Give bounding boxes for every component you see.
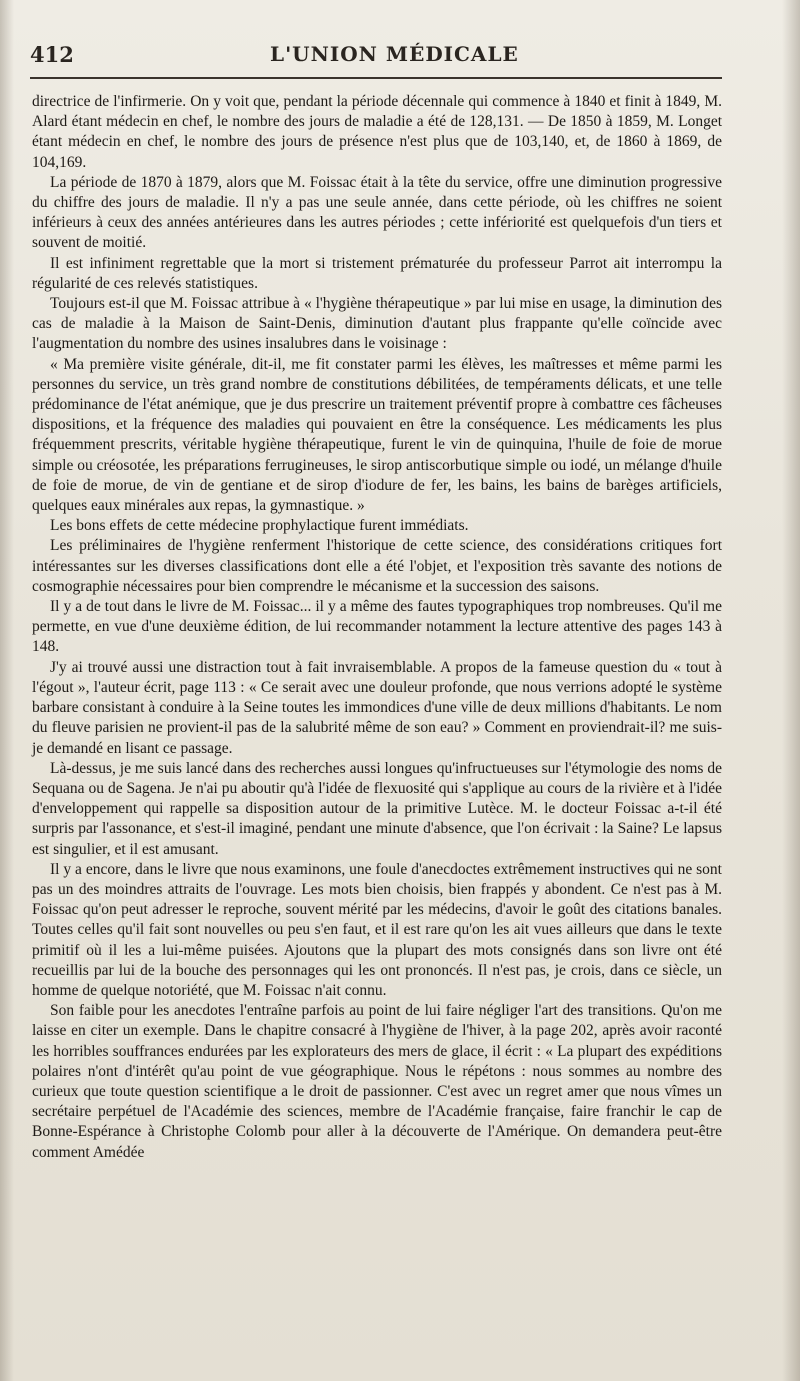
paragraph: Son faible pour les anecdotes l'entraîne parfois au point de lui faire négliger l'art des transitions. Qu'on me laisse en citer un exemple. Dans le chapitre consacré à l'hygiène de l'hiver, à la page 202, après avoir raconté les horribles souffrances endurées par les explorateurs des mers de glace, il écrit : « La plupart des expéditions polaires n'ont d'intérêt qu'au point de vue géographique. Nous le répétons : nous sommes au nombre des curieux que toute question scientifique a le droit de passionner. C'est avec un regret amer que nous vîmes un secrétaire perpétuel de l'Académie des sciences, membre de l'Académie française, faire franchir le cap de Bonne-Espérance à Christophe Colomb pour aller à la découverte de l'Amérique. On demandera peut-être comment Amédée <box>32 1002 722 1161</box>
paragraph: La période de 1870 à 1879, alors que M. Foissac était à la tête du service, offre une diminution progressive du chiffre des jours de maladie. Il n'y a pas une seule année, dans cette période, où les chiffres ne soient inférieurs à ceux des années antérieures dans les autres périodes ; cette infériorité est quelquefois d'un tiers et souvent de moitié. <box>32 173 722 252</box>
paragraph: Les préliminaires de l'hygiène renferment l'historique de cette science, des considérations critiques fort intéressantes sur les diverses classifications dont elle a été l'objet, et l'exposition très savante des notions de cosmographie nécessaires pour bien comprendre le mécanisme et la succession des saisons. <box>32 537 722 595</box>
paragraph: Là-dessus, je me suis lancé dans des recherches aussi longues qu'infructueuses sur l'étymologie des noms de Sequana ou de Sagena. Je n'ai pu aboutir qu'à l'idée de flexuosité qui s'applique au cours de la rivière et à l'idée d'enveloppement qui rappelle sa disposition autour de la primitive Lutèce. M. le docteur Foissac a-t-il été surpris par l'assonance, et s'est-il imaginé, pendant une minute d'absence, que l'on écrivait : la Saine? Le lapsus est singulier, et il est amusant. <box>32 759 722 858</box>
paragraph: Il y a encore, dans le livre que nous examinons, une foule d'anecdoctes extrêmement instructives qui ne sont pas un des moindres attraits de l'ouvrage. Les mots bien choisis, bien frappés y abondent. Ce n'est pas à M. Foissac qu'on peut adresser le reproche, souvent mérité par les médecins, d'avoir le goût des citations banales. Toutes celles qu'il fait sont nouvelles ou peu s'en faut, et il est rare qu'on les ait vues ailleurs que dans le texte primitif où il les a lui-même puisées. Ajoutons que la plupart des mots consignés dans son livre ont été recueillis par lui de la bouche des personnages qui les ont prononcés. Il n'est pas, je crois, dans ce siècle, un homme de quelque notoriété, que M. Foissac n'ait connu. <box>32 860 722 999</box>
quotation-paragraph: « Ma première visite générale, dit-il, me fit constater parmi les élèves, les maîtresses et même parmi les personnes du service, un très grand nombre de constitutions débilitées, de tempéraments délicats, et une telle prédominance de l'état anémique, que je dus prescrire un traitement préventif propre à combattre ces fâcheuses dispositions, et la fréquence des maladies qui pouvaient en être la conséquence. Les médicaments les plus fréquemment prescrits, véritable hygiène thérapeutique, furent le vin de quinquina, l'huile de foie de morue simple ou créosotée, les préparations ferrugineuses, le sirop antiscorbutique simple ou iodé, un mélange d'huile de foie de morue, de vin de gentiane et de sirop d'iodure de fer, les bains, les bains de barèges artificiels, quelques eaux minérales aux repas, la gymnastique. » <box>32 355 722 515</box>
page-number: 412 <box>30 42 74 67</box>
paragraph: Les bons effets de cette médecine prophylactique furent immédiats. <box>50 517 469 535</box>
journal-title: L'UNION MÉDICALE <box>270 42 519 66</box>
paragraph: Il y a de tout dans le livre de M. Foissac... il y a même des fautes typographiques trop nombreuses. Qu'il me permette, en vue d'une deuxième édition, de lui recommander notamment la lecture attentive des pages 143 à 148. <box>32 598 722 656</box>
paragraph: Toujours est-il que M. Foissac attribue à « l'hygiène thérapeutique » par lui mise en usage, la diminution des cas de maladie à la Maison de Saint-Denis, diminution d'autant plus frappante qu'elle coïncide avec l'augmentation du nombre des usines insalubres dans le voisinage : <box>32 295 722 353</box>
paragraph: directrice de l'infirmerie. On y voit que, pendant la période décennale qui commence à 1840 et finit à 1849, M. Alard étant médecin en chef, le nombre des jours de maladie a été de 128,131. — De 1850 à 1859, M. Longet étant médecin en chef, le nombre des jours de présence n'est plus que de 103,140, et, de 1860 à 1869, de 104,169. <box>32 93 722 171</box>
header-rule <box>30 77 722 79</box>
article-body <box>32 92 722 1163</box>
paragraph: J'y ai trouvé aussi une distraction tout à fait invraisemblable. A propos de la fameuse question du « tout à l'égout », l'auteur écrit, page 113 : « Ce serait avec une douleur profonde, que nous verrions adopté le système barbare consistant à conduire à la Seine toutes les immondices d'une ville de deux millions d'habitants. Le nom du fleuve parisien ne provient-il pas de la salubrité même de son eau? » Comment en proviendrait-il? me suis-je demandé en lisant ce passage. <box>32 658 722 757</box>
paragraph: Il est infiniment regrettable que la mort si tristement prématurée du professeur Parrot ait interrompu la régularité de ces relevés statistiques. <box>32 254 722 292</box>
page-header <box>30 42 730 76</box>
